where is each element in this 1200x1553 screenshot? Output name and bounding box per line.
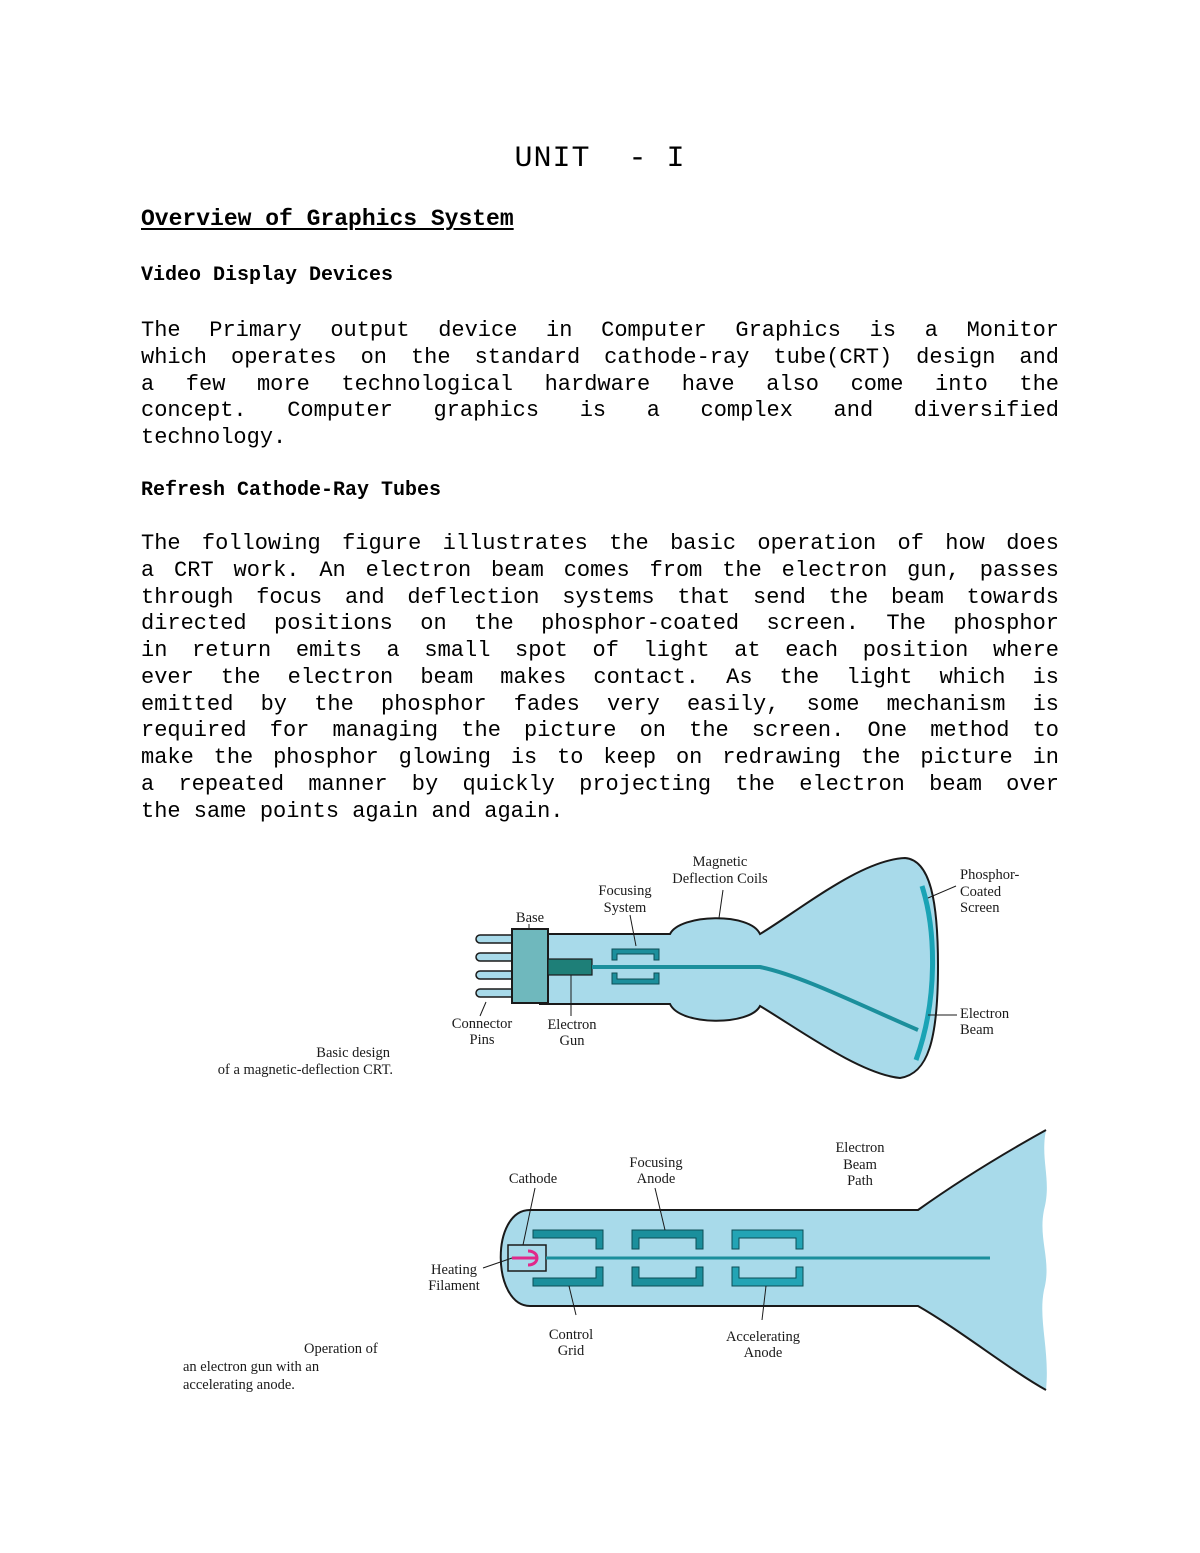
accelerating-anode-label: Anode — [743, 1345, 783, 1361]
leader-line — [480, 1002, 486, 1016]
paragraph-line: required for managing the picture on the screen. One method to — [141, 718, 1059, 744]
base — [512, 929, 548, 1003]
unit-title: UNIT - I — [514, 142, 686, 176]
beam-path-label: Beam — [843, 1157, 877, 1173]
accelerating-anode-label: Accelerating — [725, 1329, 801, 1345]
control-grid-label: Grid — [557, 1343, 585, 1359]
paragraph-line: a repeated manner by quickly projecting the electron beam over — [141, 771, 1059, 797]
control-grid-label: Control — [548, 1327, 594, 1343]
connector-pin — [476, 971, 516, 979]
paragraph-line: emitted by the phosphor fades very easily, some mechanism is — [141, 691, 1059, 717]
connector-pin — [476, 953, 516, 961]
paragraph-line: The following figure illustrates the basic operation of how does — [141, 531, 1059, 556]
paragraph-line: through focus and deflection systems that send the beam towards — [141, 584, 1059, 610]
section-heading: Overview of Graphics System — [141, 206, 514, 232]
paragraph-line: The Primary output device in Computer Graphics is a Monitor — [141, 318, 1059, 343]
phosphor-screen-label: Coated — [960, 884, 1002, 900]
connector-pins-label: Pins — [469, 1032, 495, 1048]
paragraph-line: make the phosphor glowing is to keep on redrawing the picture in — [141, 745, 1059, 770]
magnetic-coils-label: Magnetic — [692, 854, 748, 870]
cathode-label: Cathode — [508, 1171, 558, 1187]
focusing-system-label: System — [603, 900, 647, 916]
electron-gun-diagram — [183, 1130, 1047, 1393]
connector-pin — [476, 989, 516, 997]
magnetic-coils-label: Deflection Coils — [672, 871, 768, 887]
beam-path-label: Electron — [835, 1140, 885, 1156]
refresh-crt-heading: Refresh Cathode-Ray Tubes — [141, 479, 442, 502]
leader-line — [719, 890, 723, 918]
connector-pin — [476, 935, 516, 943]
focusing-anode-label: Focusing — [629, 1155, 683, 1171]
paragraph-line: ever the electron beam makes contact. As the light which is — [141, 664, 1059, 690]
paragraph-line: concept. Computer graphics is a complex and diversified — [141, 398, 1059, 424]
phosphor-screen-label: Phosphor- — [960, 867, 1020, 883]
focusing-system-label: Focusing — [598, 883, 652, 899]
crt-diagram — [218, 854, 1020, 1078]
beam-path-label: Path — [847, 1173, 873, 1189]
figure2-caption: accelerating anode. — [183, 1377, 295, 1393]
connector-pins-label: Connector — [451, 1016, 513, 1032]
figure1-caption: Basic design — [316, 1045, 390, 1061]
phosphor-screen-label: Screen — [960, 900, 1000, 916]
heating-filament-label: Filament — [428, 1278, 480, 1294]
focusing-anode-label: Anode — [636, 1171, 676, 1187]
paragraph-line: which operates on the standard cathode-ray tube(CRT) design and — [141, 344, 1059, 370]
paragraph-line: technology. — [141, 425, 287, 450]
electron-beam-label: Electron — [960, 1006, 1010, 1022]
paragraph-line: directed positions on the phosphor-coated screen. The phosphor — [141, 611, 1059, 637]
electron-gun-label: Gun — [559, 1033, 585, 1049]
figure1-caption: of a magnetic-deflection CRT. — [217, 1062, 393, 1078]
paragraph-line: a CRT work. An electron beam comes from the electron gun, passes — [141, 557, 1059, 583]
electron-gun — [548, 959, 592, 975]
figure2-caption: Operation of — [304, 1341, 378, 1357]
electron-beam-label: Beam — [960, 1022, 994, 1038]
heating-filament-label: Heating — [431, 1262, 477, 1278]
paragraph-line: a few more technological hardware have also come into the — [141, 371, 1059, 397]
paragraph-line: in return emits a small spot of light at each position where — [141, 638, 1059, 663]
paragraph-line: the same points again and again. — [141, 798, 564, 824]
figure2-caption: an electron gun with an — [183, 1359, 320, 1375]
electron-gun-label: Electron — [547, 1017, 597, 1033]
video-display-heading: Video Display Devices — [141, 264, 394, 287]
base-label: Base — [515, 910, 545, 926]
